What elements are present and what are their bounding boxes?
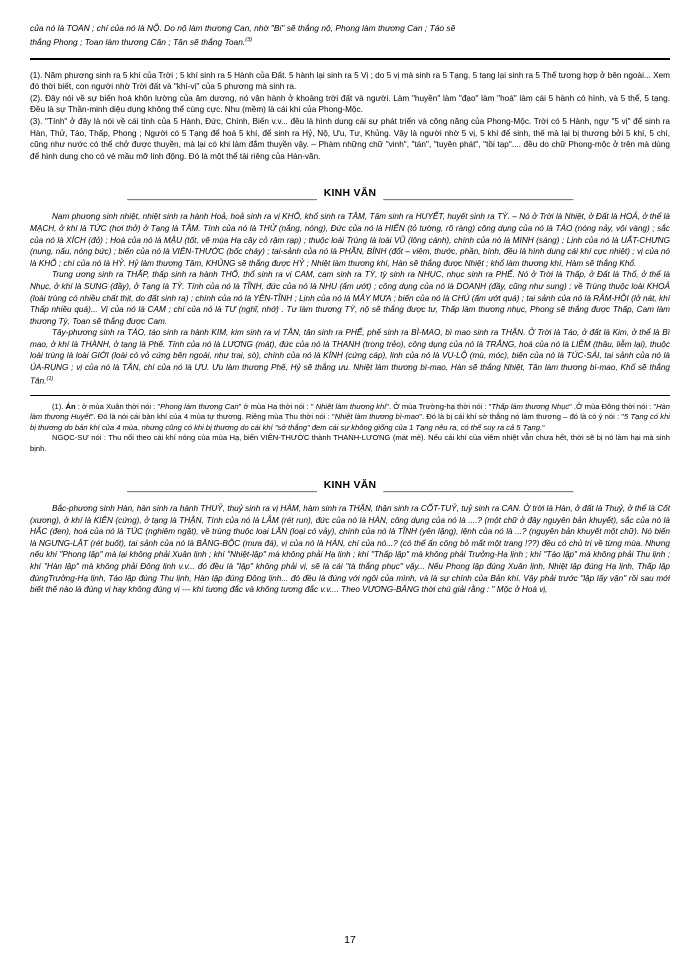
footnote-1-quote-4: Hàn làm thương Huyết bbox=[30, 402, 671, 422]
heading-rule-right-2: ________________________________________ bbox=[383, 483, 573, 493]
top-line-2 bbox=[30, 34, 670, 48]
page-number: 17 bbox=[344, 934, 356, 946]
kinhvan1-paragraph-3 bbox=[30, 327, 670, 387]
footnote-1-quote-2: Nhiệt làm thương khí bbox=[315, 402, 387, 411]
footnote-1-quote-5: Nhiệt làm thương bì-mao bbox=[334, 412, 420, 422]
footnotes-block bbox=[30, 402, 670, 454]
top-line-2-text: thắng Phong ; Toan làm thương Cân ; Tân sẽ thắng Toan. bbox=[30, 37, 246, 48]
kinh-van-body-2 bbox=[30, 503, 670, 596]
note-3: (3). "Tính" ở đây là nói về cái tính của 5 Hành, Đức, Chính, Biến v.v... đều là hình dung cái sự phát triển và công năng của Phong-Mộc. Trời có 5 Hành, ngự "5 vị" để sinh ra Hàn, Thử, Táo, Thấp, Phong ; Người có 5 Tạng để hoá 5 khí, để sinh ra Hỷ, Nộ, Ưu, Tư, Khủng. Vậy là người nhờ 5 vị, 5 khí để sinh, thế mà lại bị thương bởi 5 khí, 5 chí, cũng như nước có thể chở được thuyền, mà lại có khi làm đắm thuyền vậy. – Phàm những chữ "vinh", "tán", "tuyên phát", "tồi tạp".... đều do chữ Phong-mộc ở trên mà dùng để hình dung cho có vẻ mầu mỡ linh động. Đó là một thể tài riêng của Hán-văn. bbox=[30, 116, 670, 161]
heading-rule-right-1: ________________________________________ bbox=[383, 191, 573, 201]
footnote-1-seg-e: ". Đó là nói cái bản khí của 4 mùa tự thương. Riêng mùa Thu thời nói : " bbox=[90, 412, 335, 422]
note-2: (2). Đây nói về sự biến hoá khôn lường của âm dương, nó vận hành ở khoảng trời đất và người. Làm "huyền" làm "đạo" làm "hoá" làm cái 5 hành có hình, và 5 thể, 5 tạng. Đều là sự Thần-minh diệu dụng không thể cùng cực. Nhu (mềm) là cái khí của Phong-Mộc. bbox=[30, 93, 670, 115]
footnote-1 bbox=[30, 402, 670, 433]
kinh-van-body-1 bbox=[30, 211, 670, 387]
footnote-1-seg-a: : ở mùa Xuân thời nói : " bbox=[75, 402, 161, 411]
footnote-1-seg-f: ". Đó là bị cái khí sở thắng nó làm thương – đó là có ý nói : " bbox=[419, 412, 625, 422]
kinh-van-heading-1 bbox=[30, 188, 670, 199]
kinhvan1-paragraph-3-text: Tây-phương sinh ra TÁO, táo sinh ra hành KIM, kim sinh ra vị TÂN, tân sinh ra PHẾ, phế sinh ra BÌ-MAO, bì mao sinh ra THẬN. Ở Trời là Táo, ở đất là Kim, ở thể là Bì mao, ở khí là THÀNH, ở tạng là Phế. Tính của nó là LƯƠNG (mát), đức của nó là THANH (trong trẻo), công dụng của nó là TRẮNG, hoá của nó là LIỄM (thâu, liễm lại), thuộc loài trùng là loài GIỚI (loài có vỏ cứng bên ngoài, như trai, sò), chính của nó là KÍNH (cứng cáp), linh của nó là VỤ-LỘ (mù, móc), biến của nó là TÚC-SÁI, tai sảnh của nó là ÚA-RỤNG ; vị của nó là TÂN, chí của nó là ƯU. Ưu làm thương Phế, Hỷ sẽ thắng ưu. Nhiệt làm thương bì-mao, Hàn sẽ thắng Nhiệt, Tân làm thương bì-mao, Khổ sẽ thắng Tân. bbox=[30, 328, 670, 386]
divider-rule-footnotes bbox=[30, 395, 670, 396]
kinh-van-title-1: KINH VĂN bbox=[323, 188, 377, 200]
footnote-1-quote-3: Thấp làm thương Nhục bbox=[491, 402, 570, 411]
note-1: (1). Năm phương sinh ra 5 khí của Trời ; 5 khí sinh ra 5 Hành của Đất. 5 hành lại sinh ra 5 Vị ; do 5 vị mà sinh ra 5 Tạng. 5 tạng lại sinh ra 5 Thể tương hợp ở bên ngoài... Xem đó thời biết, con người nhờ Trời đất và "khí-vị" của 5 phương mà sinh ra. bbox=[30, 70, 670, 92]
footnote-1-seg-d: " .Ở mùa Đông thời nói : " bbox=[569, 402, 657, 411]
divider-rule-top bbox=[30, 58, 670, 60]
kinh-van-title-2: KINH VĂN bbox=[323, 480, 377, 492]
kinh-van-heading-2 bbox=[30, 480, 670, 491]
kinhvan1-paragraph-1: Nam phương sinh nhiệt, nhiệt sinh ra hành Hoả, hoả sinh ra vị KHỔ, khổ sinh ra TÂM, Tâm sinh ra HUYẾT, huyết sinh ra TỲ. – Nó ở Trời là Nhiệt, ở Đất là HOẢ, ở thể là MẠCH, ở khí là TỨC (hơi thở) ở Tạng là TÂM. Tính của nó là THỬ (nắng, nóng), Đức của nó là HIỂN (tỏ tường, rõ ràng) công dụng của nó là TÁO (nóng nảy, vội vàng) ; sắc của nó là XÍCH (đỏ) ; Hoá của nó là MẬU (tốt, vẽ mùa Hạ cây cỏ rậm rạp) ; thuộc loài Trùng là loài VŨ (lông cánh), chính của nó là MINH (sáng) ; Lịnh của nó là UẤT-CHƯNG (nung, nấu, nóng bức) ; biến của nó là VIÊN-THƯỚC (bốc cháy) ; tai-sảnh của nó là PHẦN, BÍNH (đốt – viêm, thước, phần, bính, đều là hình dung cái khí cực nhiệt) ; vị của nó là KHỔ ; chí của nó là HỶ. Hỷ làm thương Tâm, KHỦNG sẽ thắng được HỶ ; Nhiệt làm thương khí, Hàn sẽ thắng được Nhiệt ; khổ làm thương khí, Hàm sẽ thắng Khổ. bbox=[30, 212, 670, 268]
footnote-1-keyword: Án bbox=[65, 402, 76, 411]
heading-rule-left-1: ________________________________________ bbox=[127, 191, 317, 201]
footnote-1-number: (1). bbox=[52, 402, 64, 411]
footnote-1-quote-6: 5 Tạng có khi bị thương do bản khí của 4 mùa, nhưng cũng có khi bị thương do cái khí "sở thắng" đem cái sự không giống của 1 Tạng nêu ra, có thể suy ra cả 5 Tạng. bbox=[30, 412, 670, 432]
heading-rule-left-2: ________________________________________ bbox=[127, 483, 317, 493]
top-line-1: của nó là TOAN ; chí của nó là NỘ. Do nộ làm thương Can, nhờ "Bi" sẽ thắng nộ, Phong làm thương Can ; Táo sẽ bbox=[30, 23, 456, 33]
footnote-ref-1: (1) bbox=[46, 375, 54, 382]
footnote-1-seg-c: ". Ở mùa Trường-hạ thời nói : " bbox=[386, 402, 492, 411]
kinhvan1-paragraph-2: Trung ương sinh ra THẤP, thấp sinh ra hành THỔ, thổ sinh ra vị CAM, cam sinh ra TỲ, tỳ sinh ra NHỤC, nhục sinh ra PHẾ. Nó ở Trời là Thấp, ở Đất là Thổ, ở thể là Nhục, ở khí là SUNG (đầy), ở Tạng là TỲ. Tính của nó là TĨNH, đức của nó là NHU (ấm ướt) ; công dụng của nó là DOANH (đầy, cũng như sung) ; về Trùng thuộc loài KHOẢ (loài trùng có nhiều chất thịt, do đất sinh ra) ; chính của nó là YÊN-TĨNH ; Lịnh của nó là MÂY MƯA ; biến của nó là CHÚ (ấm ướt quá) ; tai sảnh của nó là RÂM-HỘI (lở nát, khí Thấp nhiều quá)... Vị của nó là CAM ; chí của nó là TƯ (nghĩ, nhớ) . Tư làm thương TỲ, nộ sẽ thắng được tư, Thấp làm thương nhục, Phong sẽ thắng được Thấp, Cam làm thương Tỳ, Toan sẽ thắng được Cam. bbox=[30, 270, 670, 326]
footnote-1-seg-g: " bbox=[542, 422, 545, 432]
footnote-1-quote-1: Phong làm thương Can bbox=[160, 402, 239, 411]
footnote-1-seg-b: " ở mùa Hạ thời nói : " bbox=[238, 402, 316, 411]
top-continuation-block bbox=[30, 22, 670, 49]
footnote-2: NGỌC-SƯ nói : Thu nối theo cái khí nóng của mùa Hạ, biến VIÊN-THƯỚC thành THANH-LƯƠNG (mát mẻ). Nếu cái khí của viêm nhiệt vẫn chưa hết, thời sẽ bị nó làm hại mà sinh bịnh. bbox=[30, 433, 670, 453]
numbered-notes-block bbox=[30, 70, 670, 163]
kinhvan2-paragraph-1: Bắc-phương sinh Hàn, hàn sinh ra hành THUỶ, thuỷ sinh ra vị HÀM, hàm sinh ra THẬN, thận sinh ra CỐT-TUỶ, tuỷ sinh ra CAN. Ở trời là Hàn, ở đất là Thuỷ, ở thể là Cốt (xương), ở khí là KIÊN (cứng), ở tạng là THẬN, Tính của nó là LẪM (rét run), đức của nó là HÀN, công dụng của nó là ....? (một chữ ở đây nguyên bản khuyết), sắc của nó là HẮC (đen), hoá của nó là TÚC (nghiêm ngặt), về trùng thuộc loại LÂN (loại có vảy), chính của nó là TĨNH (yên lặng), lệnh của nó là ...? (nguyên bản khuyết một chữ). Nó biến là NGƯNG-LẬT (rét buốt), tai sảnh của nó là BĂNG-BỘC (mưa đá), vị của nó là HÀN, chí của nó...? (có thể ấn công bỏ mất một trang !??) đều có chủ trị về từng mùa. Nhưng nếu khí "Phong lập" mà lại không phải Xuân lịnh ; khí "Nhiệt-lập" mà không phải Hạ lịnh ; khí "Thấp lập" mà không phải Trưởng-Hạ lịnh ; khí "Táo lập" mà không phải Thu lịnh ; khí "Hàn lập" mà không phải Đông lịnh v.v... đó đều là "lập" không phải vị, sẽ là cái "tà thắng phục" vậy... Nếu Phong lập đúng Xuân lịnh, Nhiệt lập đúng Hạ lịnh, Thấp lập đúngTrưởng-Hạ lịnh, Táo lập đúng Thu lịnh, Hàn lập đúng Đông lịnh... đó đều là đúng với ngôi của mình, và là sự chính của Bản khí. Vậy phải trước "lập lấy vận" rồi sau mới biết thế nào là đúng vị hay không đúng vị --- khí tương đắc và không tương đắc v.v.... Theo VƯƠNG-BĂNG thời chú giải rằng : " Mộc ở Hoà vị, bbox=[30, 504, 670, 595]
footnote-ref-3: (3) bbox=[245, 37, 253, 44]
